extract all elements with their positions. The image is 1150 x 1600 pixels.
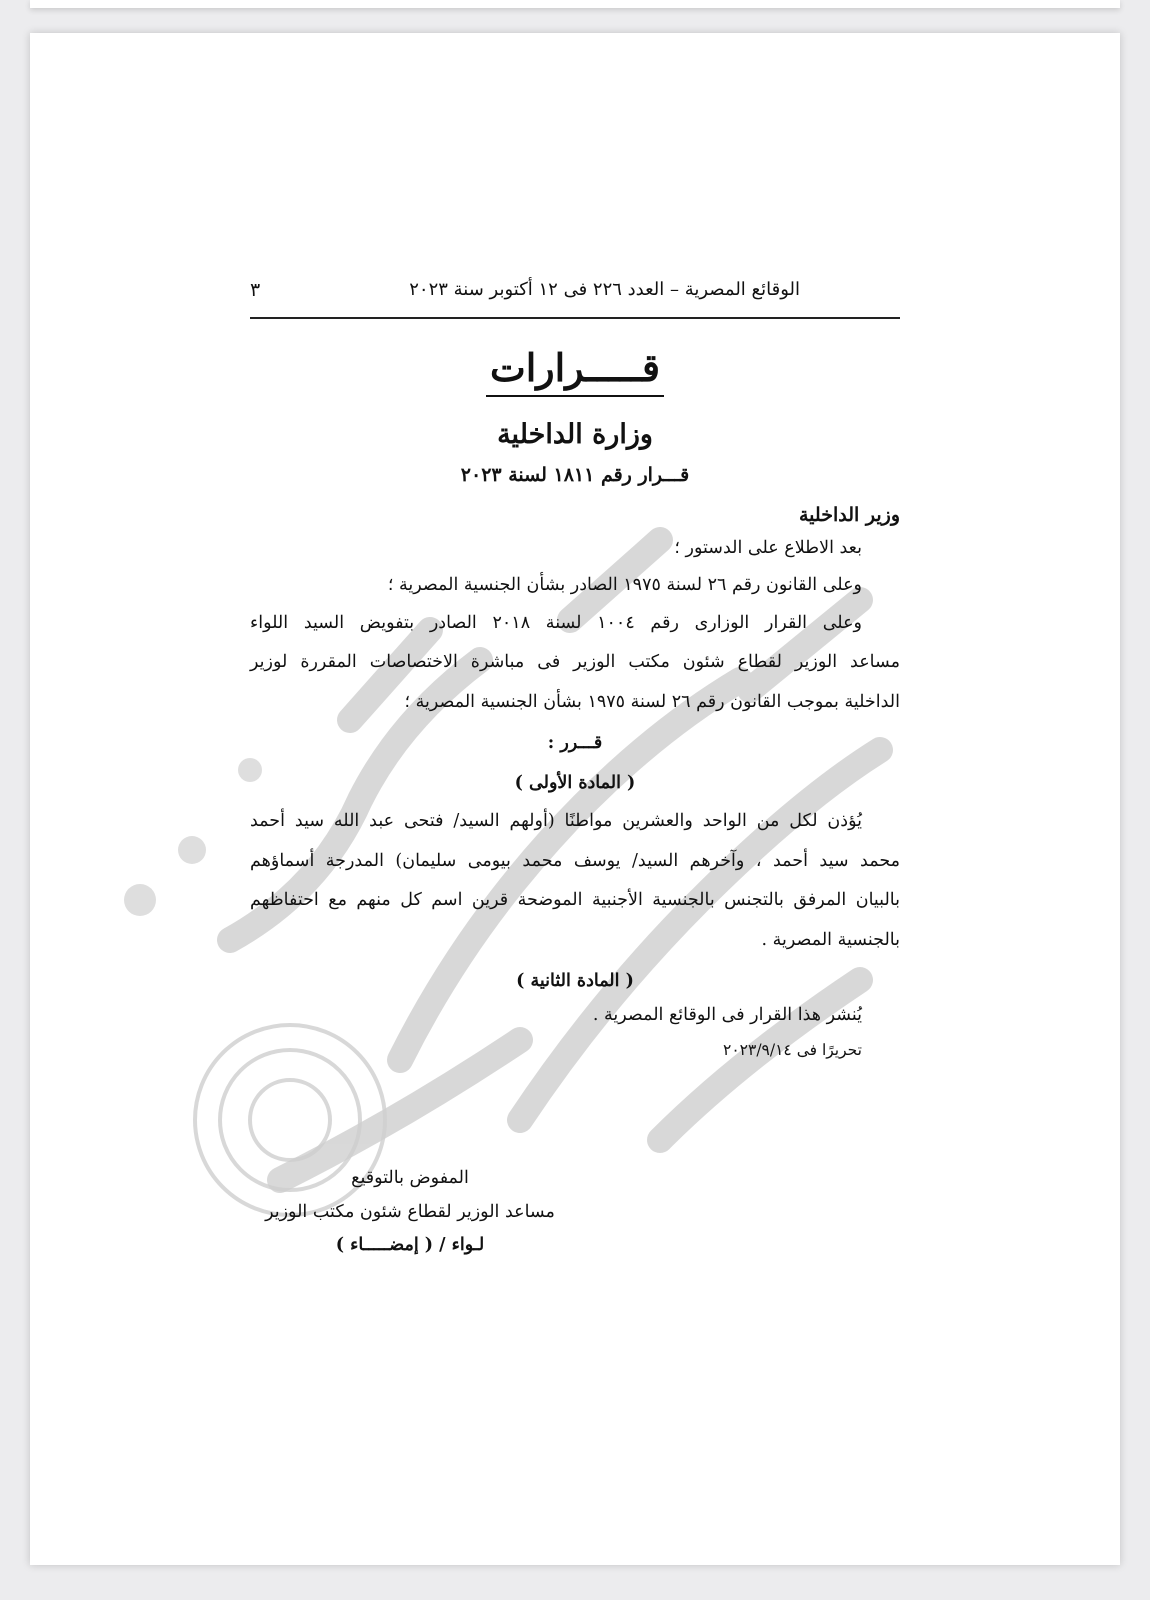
date-line: تحريرًا فى ٢٠٢٣/٩/١٤ [723,1040,862,1059]
article-1-line: بالجنسية المصرية . [761,929,900,950]
article-2-text: يُنشر هذا القرار فى الوقائع المصرية . [592,1005,862,1026]
running-header [250,275,900,307]
preamble-line: الداخلية بموجب القانون رقم ٢٦ لسنة ١٩٧٥ بشأن الجنسية المصرية ؛ [404,691,900,712]
article-2-heading: ( المادة الثانية ) [516,971,634,992]
preamble-line: وعلى القرار الوزارى رقم ١٠٠٤ لسنة ٢٠١٨ الصادر بتفويض السيد اللواء [250,612,862,633]
ministry-name: وزارة الداخلية [497,418,653,450]
article-1-line: محمد سيد أحمد ، وآخرهم السيد/ يوسف محمد بيومى سليمان) المدرجة أسماؤهم [250,850,900,871]
previous-page-edge [30,0,1120,8]
signature-authorized: المفوض بالتوقيع [351,1168,469,1188]
resolved-label: قـــرر : [547,733,603,754]
page-number: ٣ [250,279,261,301]
signature-rank: لـواء / ( إمضـــــاء ) [335,1235,485,1255]
section-title: قـــــرارات [250,345,900,397]
decree-number: قـــرار رقم ١٨١١ لسنة ٢٠٢٣ [460,463,690,486]
header-rule [250,317,900,319]
article-1-line: بالبيان المرفق بالتجنس بالجنسية الأجنبية الموضحة قرين اسم كل منهم مع احتفاظهم [250,890,900,911]
preamble-line: بعد الاطلاع على الدستور ؛ [674,537,862,558]
article-1-line: يُؤذن لكل من الواحد والعشرين مواطنًا (أولهم السيد/ فتحى عبد الله سيد أحمد [250,811,862,832]
issuer: وزير الداخلية [798,503,900,526]
article-1-heading: ( المادة الأولى ) [514,773,636,794]
preamble-line: مساعد الوزير لقطاع شئون مكتب الوزير فى مباشرة الاختصاصات المقررة لوزير [250,652,900,673]
preamble-line: وعلى القانون رقم ٢٦ لسنة ١٩٧٥ الصادر بشأن الجنسية المصرية ؛ [387,575,862,596]
document-content [250,275,900,1255]
signature-block [250,1170,570,1255]
signature-title: مساعد الوزير لقطاع شئون مكتب الوزير [265,1201,555,1222]
running-title: الوقائع المصرية – العدد ٢٢٦ فى ١٢ أكتوبر سنة ٢٠٢٣ [409,279,800,300]
